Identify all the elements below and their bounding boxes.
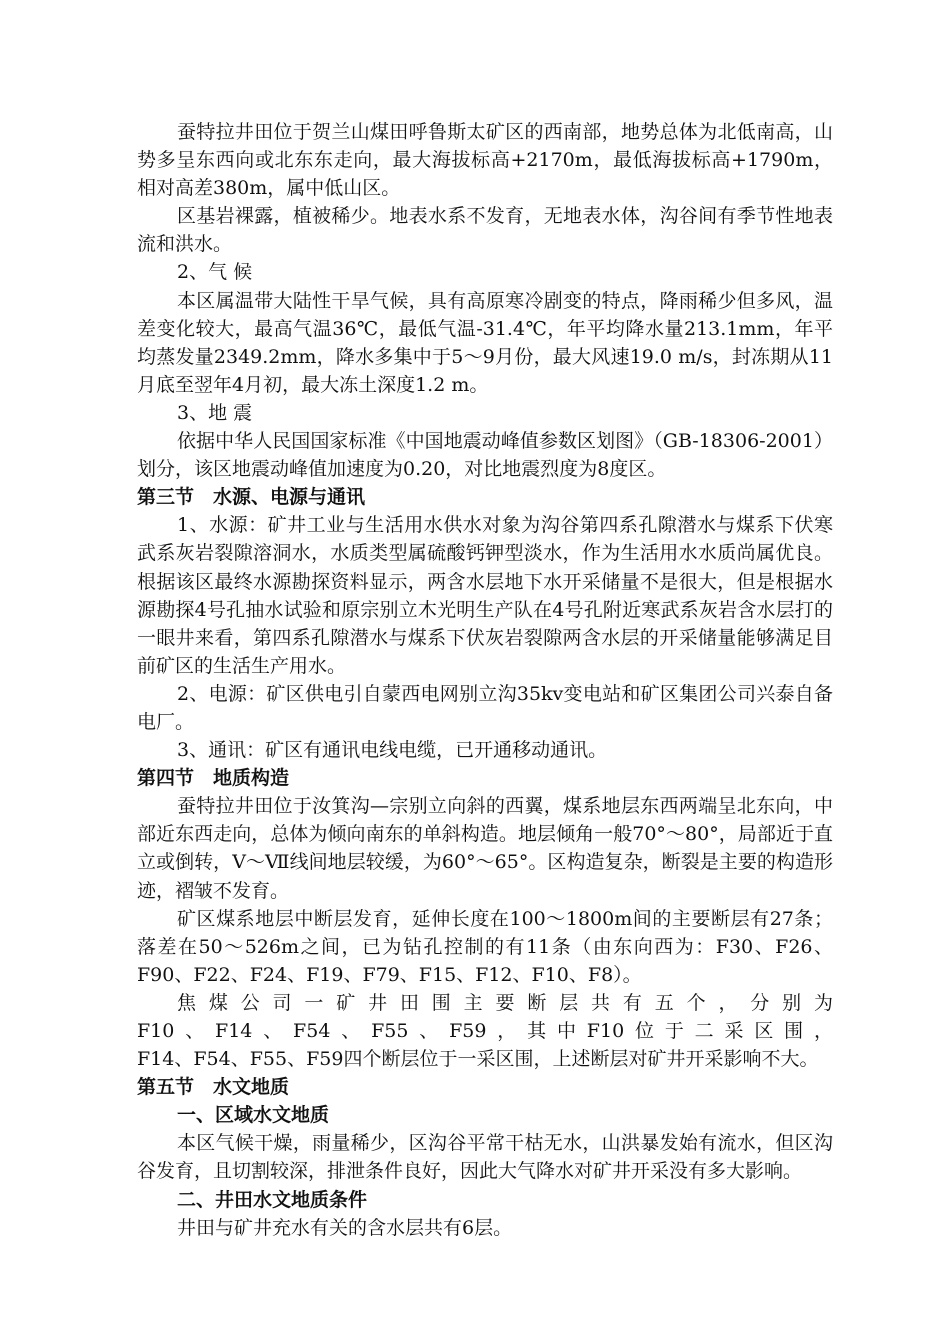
section-heading-water-power-comm: 第三节 水源、电源与通讯 bbox=[137, 486, 366, 509]
section-item-earthquake: 3、地 震 bbox=[177, 401, 253, 424]
paragraph-faults: 矿区煤系地层中断层发育，延伸长度在100～1800m间的主要断层有27条；落差在50～526m之间，已为钻孔控制的有11条（由东向西为：F30、F26、F90、F22、F24、F19、F79、F15、F12、F10、F8）。 bbox=[137, 907, 833, 986]
paragraph-structure: 蚕特拉井田位于汝箕沟—宗别立向斜的西翼，煤系地层东西两端呈北东向，中部近东西走向，总体为倾向南东的单斜构造。地层倾角一般70°～80°，局部近于直立或倒转，Ⅴ～Ⅶ线间地层较缓，为60°～65°。区构造复杂，断裂是主要的构造形迹，褶皱不发育。 bbox=[137, 795, 833, 902]
paragraph-climate: 本区属温带大陆性干旱气候，具有高原寒冷剧变的特点，降雨稀少但多风，温差变化较大，最高气温36℃，最低气温-31.4℃，年平均降水量213.1mm，年平均蒸发量2349.2mm，降水多集中于5～9月份，最大风速19.0 m/s，封冻期从11月底至翌年4月初，最大冻土深度1.2 m。 bbox=[137, 289, 833, 396]
paragraph-water-source: 1、水源：矿井工业与生活用水供水对象为沟谷第四系孔隙潜水与煤系下伏寒武系灰岩裂隙溶洞水，水质类型属硫酸钙钾型淡水，作为生活用水水质尚属优良。根据该区最终水源勘探资料显示，两含水层地下水开采储量不是很大，但是根据水源勘探4号孔抽水试验和原宗别立木光明生产队在4号孔附近寒武系灰岩含水层打的一眼井来看，第四系孔隙潜水与煤系下伏灰岩裂隙两含水层的开采储量能够满足目前矿区的生活生产用水。 bbox=[137, 514, 833, 677]
section-heading-geologic-structure: 第四节 地质构造 bbox=[137, 767, 290, 790]
paragraph-surface-water: 区基岩裸露，植被稀少。地表水系不发育，无地表水体，沟谷间有季节性地表流和洪水。 bbox=[137, 205, 833, 256]
document-body bbox=[137, 118, 833, 1242]
paragraph-earthquake: 依据中华人民国国家标准《中国地震动峰值参数区划图》（GB-18306-2001）划分，该区地震动峰值加速度为0.20，对比地震烈度为8度区。 bbox=[137, 430, 833, 481]
paragraph-main-faults-line-1: 焦煤公司一矿井田围主要断层共有五个，分别为 bbox=[177, 991, 833, 1014]
section-heading-hydrogeology: 第五节 水文地质 bbox=[137, 1076, 290, 1099]
subheading-regional-hydrogeology: 一、区域水文地质 bbox=[177, 1104, 330, 1127]
paragraph-power-source: 2、电源：矿区供电引自蒙西电网别立沟35kv变电站和矿区集团公司兴泰自备电厂。 bbox=[137, 682, 833, 733]
paragraph-regional-hydrogeology: 本区气候干燥，雨量稀少，区沟谷平常干枯无水，山洪暴发始有流水，但区沟谷发育，且切割较深，排泄条件良好，因此大气降水对矿井开采没有多大影响。 bbox=[137, 1132, 833, 1183]
paragraph-communication: 3、通讯：矿区有通讯电线电缆，已开通移动通讯。 bbox=[177, 739, 608, 762]
paragraph-terrain: 蚕特拉井田位于贺兰山煤田呼鲁斯太矿区的西南部，地势总体为北低南高，山势多呈东西向或北东东走向，最大海拔标高+2170m，最低海拔标高+1790m，相对高差380m，属中低山区。 bbox=[137, 121, 833, 200]
section-item-climate: 2、气 候 bbox=[177, 261, 253, 284]
paragraph-aquifers: 井田与矿井充水有关的含水层共有6层。 bbox=[177, 1216, 513, 1239]
subheading-field-hydrogeology: 二、井田水文地质条件 bbox=[177, 1188, 368, 1211]
paragraph-main-faults-line-2: F10、F14、F54、F55、F59，其中F10位于二采区围， bbox=[137, 1020, 833, 1042]
paragraph-main-faults-line-3: F14、F54、F55、F59四个断层位于一采区围，上述断层对矿井开采影响不大。 bbox=[137, 1048, 819, 1071]
